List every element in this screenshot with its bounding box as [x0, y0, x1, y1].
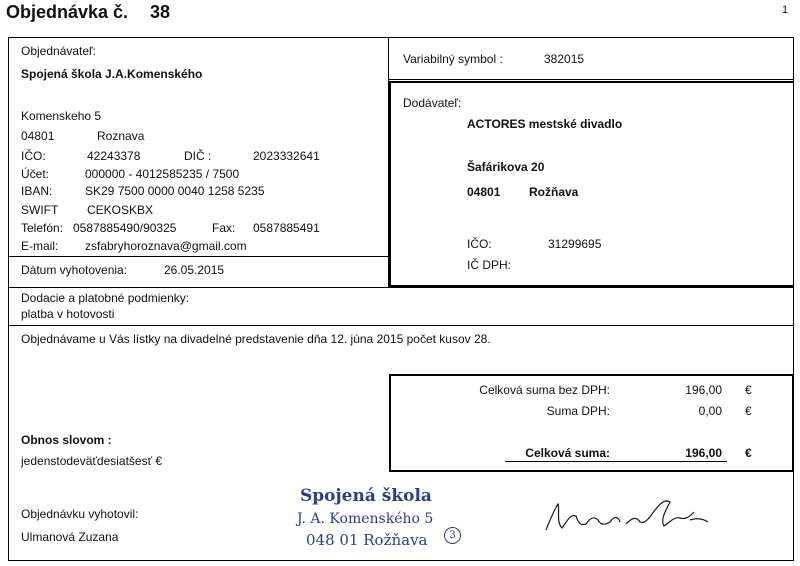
supplier-zip: 04801 [467, 185, 501, 199]
in-words-value: jedenstodeväťdesiatšesť € [21, 454, 163, 468]
total-value: 196,00 [685, 446, 722, 460]
prepared-by-name: Ulmanová Zuzana [21, 530, 119, 544]
stamp-line-1: Spojená škola [300, 486, 432, 506]
supplier-city: Rožňava [529, 185, 579, 199]
variable-symbol-label: Variabilný symbol : [403, 52, 503, 66]
page-number: 1 [782, 4, 789, 16]
terms-label: Dodacie a platobné podmienky: [21, 291, 190, 305]
stamp-mark: 3 [444, 527, 461, 544]
orderer-dic-value: 2023332641 [253, 149, 320, 163]
supplier-ico-value: 31299695 [548, 237, 602, 251]
orderer-street: Komenskeho 5 [21, 109, 102, 123]
signature-icon [540, 490, 715, 535]
date-label: Dátum vyhotovenia: [21, 263, 128, 277]
stamp-line-3: 048 01 Rožňava [306, 531, 428, 549]
supplier-bottom-thick [389, 285, 794, 287]
variable-symbol-value: 382015 [544, 52, 585, 66]
document-title: Objednávka č. [6, 2, 129, 22]
orderer-ico-value: 42243378 [87, 149, 141, 163]
supplier-icdph-label: IČ DPH: [467, 258, 512, 272]
orderer-phone-label: Telefón: [21, 221, 64, 235]
stamp-line-2: J. A. Komenského 5 [297, 511, 434, 527]
order-number: 38 [150, 2, 171, 22]
supplier-street: Šafárikova 20 [467, 160, 545, 174]
orderer-iban-label: IBAN: [21, 184, 53, 198]
prepared-by-label: Objednávku vyhotovil: [21, 507, 139, 521]
orderer-zip: 04801 [21, 129, 55, 143]
date-divider [8, 256, 389, 257]
total-currency: € [745, 446, 752, 460]
vat-value: 0,00 [698, 404, 722, 418]
order-text-divider [8, 325, 794, 326]
date-value: 26.05.2015 [164, 263, 225, 277]
order-text: Objednávame u Vás lístky na divadelné predstavenie dňa 12. júna 2015 počet kusov 28. [21, 332, 491, 346]
vat-label: Suma DPH: [546, 404, 610, 418]
vat-currency: € [745, 404, 752, 418]
orderer-heading: Objednávateľ: [21, 44, 96, 58]
orderer-email-value: zsfabryhoroznava@gmail.com [85, 239, 247, 253]
total-without-vat-value: 196,00 [685, 383, 722, 397]
orderer-name: Spojená škola J.A.Komenského [21, 67, 203, 81]
orderer-account-label: Účet: [21, 167, 50, 181]
orderer-account-value: 000000 - 4012585235 / 7500 [85, 167, 240, 181]
orderer-phone-value: 0587885490/90325 [73, 221, 177, 235]
total-without-vat-label: Celková suma bez DPH: [479, 383, 610, 397]
orderer-email-label: E-mail: [21, 239, 59, 253]
orderer-ico-label: IČO: [21, 149, 46, 163]
orderer-dic-label: DIČ : [184, 149, 212, 163]
orderer-swift-value: CEKOSKBX [87, 203, 154, 217]
supplier-left-thick [389, 81, 391, 287]
terms-top-divider [8, 287, 794, 288]
total-without-vat-currency: € [745, 383, 752, 397]
orderer-city: Roznava [97, 129, 145, 143]
orderer-fax-value: 0587885491 [253, 221, 320, 235]
variable-symbol-divider [388, 79, 794, 80]
supplier-heading: Dodávateľ: [403, 96, 462, 110]
supplier-name: ACTORES mestské divadlo [467, 117, 623, 131]
supplier-top-thick [389, 81, 794, 83]
total-underline [505, 461, 727, 462]
terms-value: platba v hotovosti [21, 307, 115, 321]
orderer-fax-label: Fax: [212, 221, 236, 235]
orderer-swift-label: SWIFT [21, 203, 59, 217]
total-label: Celková suma: [525, 446, 610, 460]
supplier-ico-label: IČO: [467, 237, 492, 251]
in-words-label: Obnos slovom : [21, 433, 112, 447]
orderer-iban-value: SK29 7500 0000 0040 1258 5235 [85, 184, 265, 198]
